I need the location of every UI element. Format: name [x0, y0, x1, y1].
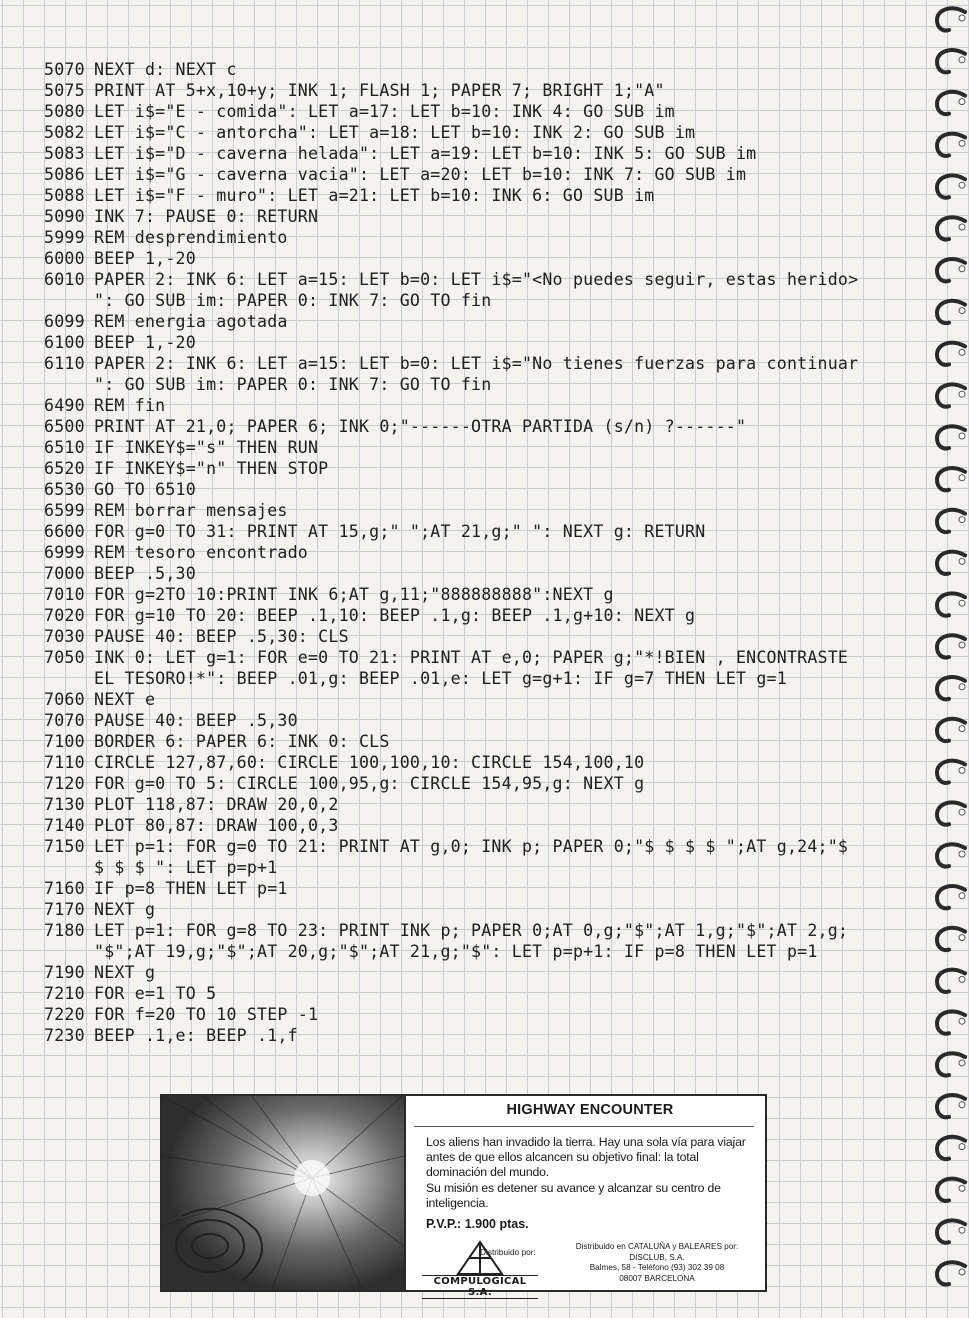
- code-line: [44, 290, 884, 311]
- line-number: 5090: [44, 207, 85, 226]
- code-statement: NEXT d: NEXT c: [94, 60, 237, 79]
- code-statement: BEEP .5,30: [94, 564, 196, 583]
- code-line: [44, 647, 884, 668]
- line-number: 7030: [44, 627, 85, 646]
- line-number: 6000: [44, 249, 85, 268]
- code-statement: REM desprendimiento: [94, 228, 288, 247]
- code-statement: LET p=1: FOR g=0 TO 21: PRINT AT g,0; INK p; PAPER 0;"$ $ $ $ ";AT g,24;"$: [94, 837, 849, 856]
- binding-hole: [959, 308, 965, 314]
- code-statement: LET i$="G - caverna vacia": LET a=20: LET b=10: INK 7: GO SUB im: [94, 165, 747, 184]
- code-statement: FOR g=0 TO 31: PRINT AT 15,g;" ";AT 21,g;" ": NEXT g: RETURN: [94, 522, 706, 541]
- code-statement: FOR g=10 TO 20: BEEP .1,10: BEEP .1,g: BEEP .1,g+10: NEXT g: [94, 606, 696, 625]
- line-number: 7220: [44, 1005, 85, 1024]
- binding-hole: [959, 767, 965, 773]
- line-number: 7230: [44, 1026, 85, 1045]
- binding-hole: [959, 809, 965, 815]
- code-line: [44, 1025, 884, 1046]
- code-line: [44, 983, 884, 1004]
- code-statement: INK 0: LET g=1: FOR e=0 TO 21: PRINT AT e,0; PAPER g;"*!BIEN , ENCONTRASTE: [94, 648, 849, 667]
- code-statement: ": GO SUB im: PAPER 0: INK 7: GO TO fin: [94, 375, 492, 394]
- code-statement: EL TESORO!*": BEEP .01,g: BEEP .01,e: LET g=g+1: IF g=7 THEN LET g=1: [94, 669, 787, 688]
- line-number: 5086: [44, 165, 85, 184]
- code-statement: REM fin: [94, 396, 166, 415]
- binding-hole: [959, 684, 965, 690]
- code-line: [44, 731, 884, 752]
- binding-hole: [959, 15, 965, 21]
- code-line: [44, 878, 884, 899]
- ad-title: HIGHWAY ENCOUNTER: [506, 1102, 674, 1118]
- code-line: [44, 815, 884, 836]
- binding-hole: [959, 140, 965, 146]
- line-number: 6530: [44, 480, 85, 499]
- code-statement: PRINT AT 21,0; PAPER 6; INK 0;"------OTRA PARTIDA (s/n) ?------": [94, 417, 747, 436]
- line-number: 5075: [44, 81, 85, 100]
- code-line: [44, 80, 884, 101]
- code-statement: FOR e=1 TO 5: [94, 984, 217, 1003]
- basic-listing: [44, 59, 884, 1046]
- line-number: 7190: [44, 963, 85, 982]
- code-line: [44, 164, 884, 185]
- code-statement: REM tesoro encontrado: [94, 543, 308, 562]
- binding-hole: [959, 99, 965, 105]
- binding-hole: [959, 1144, 965, 1150]
- binding-hole: [959, 349, 965, 355]
- binding-hole: [959, 642, 965, 648]
- code-line: [44, 605, 884, 626]
- code-statement: GO TO 6510: [94, 480, 196, 499]
- ad-title-divider: [414, 1126, 754, 1127]
- line-number: 7020: [44, 606, 85, 625]
- code-line: [44, 584, 884, 605]
- binding-hole: [959, 475, 965, 481]
- line-number: 6110: [44, 354, 85, 373]
- binding-hole: [959, 224, 965, 230]
- code-line: [44, 101, 884, 122]
- line-number: 6500: [44, 417, 85, 436]
- code-statement: REM borrar mensajes: [94, 501, 288, 520]
- code-line: [44, 689, 884, 710]
- code-statement: PAUSE 40: BEEP .5,30: [94, 711, 298, 730]
- logo-wordmark: COMPULOGICAL S.A.: [422, 1275, 538, 1299]
- code-line: [44, 395, 884, 416]
- distributor-info: [422, 1234, 758, 1298]
- distributor-line: Balmes, 58 - Teléfono (93) 302 39 08: [589, 1263, 725, 1272]
- code-line: [44, 626, 884, 647]
- code-statement: REM energia agotada: [94, 312, 288, 331]
- line-number: 6600: [44, 522, 85, 541]
- code-statement: BEEP .1,e: BEEP .1,f: [94, 1026, 298, 1045]
- code-statement: NEXT g: [94, 963, 156, 982]
- code-line: [44, 227, 884, 248]
- line-number: 7140: [44, 816, 85, 835]
- code-statement: PAUSE 40: BEEP .5,30: CLS: [94, 627, 349, 646]
- binding-hole: [959, 517, 965, 523]
- line-number: 5070: [44, 60, 85, 79]
- distributor-line: DISCLUB, S.A.: [629, 1252, 685, 1262]
- code-line: [44, 542, 884, 563]
- line-number: 6100: [44, 333, 85, 352]
- code-statement: PRINT AT 5+x,10+y; INK 1; FLASH 1; PAPER 7; BRIGHT 1;"A": [94, 81, 665, 100]
- code-line: [44, 122, 884, 143]
- spiral-binding: [929, 0, 969, 1314]
- ad-paragraph: Los aliens han invadido la tierra. Hay una sola vía para viajar antes de que ellos alcancen su objetivo final: la total dominación del mundo.: [426, 1135, 746, 1180]
- code-line: [44, 269, 884, 290]
- code-statement: NEXT g: [94, 900, 156, 919]
- ad-price: P.V.P.: 1.900 ptas.: [426, 1217, 529, 1232]
- code-line: [44, 479, 884, 500]
- code-statement: ": GO SUB im: PAPER 0: INK 7: GO TO fin: [94, 291, 492, 310]
- code-statement: $ $ $ ": LET p=p+1: [94, 858, 278, 877]
- code-statement: FOR f=20 TO 10 STEP -1: [94, 1005, 319, 1024]
- binding-hole: [959, 1018, 965, 1024]
- code-line: [44, 437, 884, 458]
- code-statement: INK 7: PAUSE 0: RETURN: [94, 207, 319, 226]
- code-line: [44, 773, 884, 794]
- binding-hole: [959, 57, 965, 63]
- line-number: 6599: [44, 501, 85, 520]
- code-line: [44, 374, 884, 395]
- line-number: 5088: [44, 186, 85, 205]
- binding-hole: [959, 976, 965, 982]
- line-number: 7060: [44, 690, 85, 709]
- code-line: [44, 143, 884, 164]
- line-number: 6999: [44, 543, 85, 562]
- line-number: 7170: [44, 900, 85, 919]
- line-number: 7100: [44, 732, 85, 751]
- code-statement: PAPER 2: INK 6: LET a=15: LET b=0: LET i$="No tienes fuerzas para continuar: [94, 354, 859, 373]
- code-line: [44, 710, 884, 731]
- binding-hole: [959, 600, 965, 606]
- code-line: [44, 563, 884, 584]
- code-line: [44, 1004, 884, 1025]
- code-line: [44, 332, 884, 353]
- line-number: 7210: [44, 984, 85, 1003]
- code-statement: BEEP 1,-20: [94, 333, 196, 352]
- line-number: 5083: [44, 144, 85, 163]
- code-line: [44, 500, 884, 521]
- binding-hole: [959, 1102, 965, 1108]
- distributor-line: 08007 BARCELONA: [619, 1273, 695, 1283]
- code-line: [44, 899, 884, 920]
- line-number: 6520: [44, 459, 85, 478]
- line-number: 5999: [44, 228, 85, 247]
- code-line: [44, 248, 884, 269]
- code-line: [44, 458, 884, 479]
- code-statement: LET p=1: FOR g=8 TO 23: PRINT INK p; PAPER 0;AT 0,g;"$";AT 1,g;"$";AT 2,g;: [94, 921, 849, 940]
- code-statement: PLOT 80,87: DRAW 100,0,3: [94, 816, 339, 835]
- binding-hole: [959, 433, 965, 439]
- binding-hole: [959, 558, 965, 564]
- code-statement: IF p=8 THEN LET p=1: [94, 879, 288, 898]
- binding-hole: [959, 182, 965, 188]
- code-statement: PAPER 2: INK 6: LET a=15: LET b=0: LET i$="<No puedes seguir, estas herido>: [94, 270, 859, 289]
- code-line: [44, 794, 884, 815]
- code-line: [44, 311, 884, 332]
- code-line: [44, 836, 884, 857]
- code-statement: CIRCLE 127,87,60: CIRCLE 100,100,10: CIRCLE 154,100,10: [94, 753, 645, 772]
- line-number: 7130: [44, 795, 85, 814]
- code-statement: LET i$="E - comida": LET a=17: LET b=10: INK 4: GO SUB im: [94, 102, 675, 121]
- code-line: [44, 668, 884, 689]
- ad-description: [426, 1135, 756, 1211]
- line-number: 7120: [44, 774, 85, 793]
- line-number: 7160: [44, 879, 85, 898]
- code-statement: FOR g=0 TO 5: CIRCLE 100,95,g: CIRCLE 154,95,g: NEXT g: [94, 774, 645, 793]
- code-line: [44, 920, 884, 941]
- game-cover-illustration: [162, 1096, 406, 1290]
- binding-hole: [959, 1227, 965, 1233]
- line-number: 6010: [44, 270, 85, 289]
- binding-hole: [959, 935, 965, 941]
- code-line: [44, 521, 884, 542]
- binding-hole: [959, 1185, 965, 1191]
- line-number: 7110: [44, 753, 85, 772]
- line-number: 5082: [44, 123, 85, 142]
- code-line: [44, 962, 884, 983]
- binding-hole: [959, 893, 965, 899]
- binding-hole: [959, 266, 965, 272]
- line-number: 7010: [44, 585, 85, 604]
- line-number: 6510: [44, 438, 85, 457]
- code-statement: NEXT e: [94, 690, 156, 709]
- code-statement: IF INKEY$="n" THEN STOP: [94, 459, 329, 478]
- line-number: 7000: [44, 564, 85, 583]
- code-line: [44, 185, 884, 206]
- line-number: 6490: [44, 396, 85, 415]
- code-statement: BORDER 6: PAPER 6: INK 0: CLS: [94, 732, 390, 751]
- code-line: [44, 857, 884, 878]
- code-statement: FOR g=2TO 10:PRINT INK 6;AT g,11;"888888888":NEXT g: [94, 585, 614, 604]
- line-number: 7180: [44, 921, 85, 940]
- code-line: [44, 353, 884, 374]
- binding-hole: [959, 1060, 965, 1066]
- distributor-line: Distribuido en CATALUÑA y BALEARES por:: [575, 1242, 739, 1251]
- binding-hole: [959, 726, 965, 732]
- code-line: [44, 752, 884, 773]
- code-statement: LET i$="C - antorcha": LET a=18: LET b=10: INK 2: GO SUB im: [94, 123, 696, 142]
- code-statement: LET i$="D - caverna helada": LET a=19: LET b=10: INK 5: GO SUB im: [94, 144, 757, 163]
- binding-hole: [959, 391, 965, 397]
- code-line: [44, 941, 884, 962]
- line-number: 6099: [44, 312, 85, 331]
- advertisement: [160, 1094, 767, 1298]
- code-statement: PLOT 118,87: DRAW 20,0,2: [94, 795, 339, 814]
- binding-hole: [959, 851, 965, 857]
- code-statement: LET i$="F - muro": LET a=21: LET b=10: INK 6: GO SUB im: [94, 186, 655, 205]
- code-line: [44, 206, 884, 227]
- line-number: 7050: [44, 648, 85, 667]
- line-number: 5080: [44, 102, 85, 121]
- binding-hole: [959, 1269, 965, 1275]
- regional-distributor: [552, 1242, 762, 1284]
- ad-paragraph: Su misión es detener su avance y alcanzar su centro de inteligencia.: [426, 1180, 721, 1210]
- code-statement: "$";AT 19,g;"$";AT 20,g;"$";AT 21,g;"$": LET p=p+1: IF p=8 THEN LET p=1: [94, 942, 818, 961]
- line-number: 7150: [44, 837, 85, 856]
- code-statement: IF INKEY$="s" THEN RUN: [94, 438, 319, 457]
- distributed-by-label: Distribuido por:: [480, 1247, 536, 1257]
- code-line: [44, 59, 884, 80]
- code-line: [44, 416, 884, 437]
- code-statement: BEEP 1,-20: [94, 249, 196, 268]
- ad-text-panel: [422, 1096, 758, 1298]
- line-number: 7070: [44, 711, 85, 730]
